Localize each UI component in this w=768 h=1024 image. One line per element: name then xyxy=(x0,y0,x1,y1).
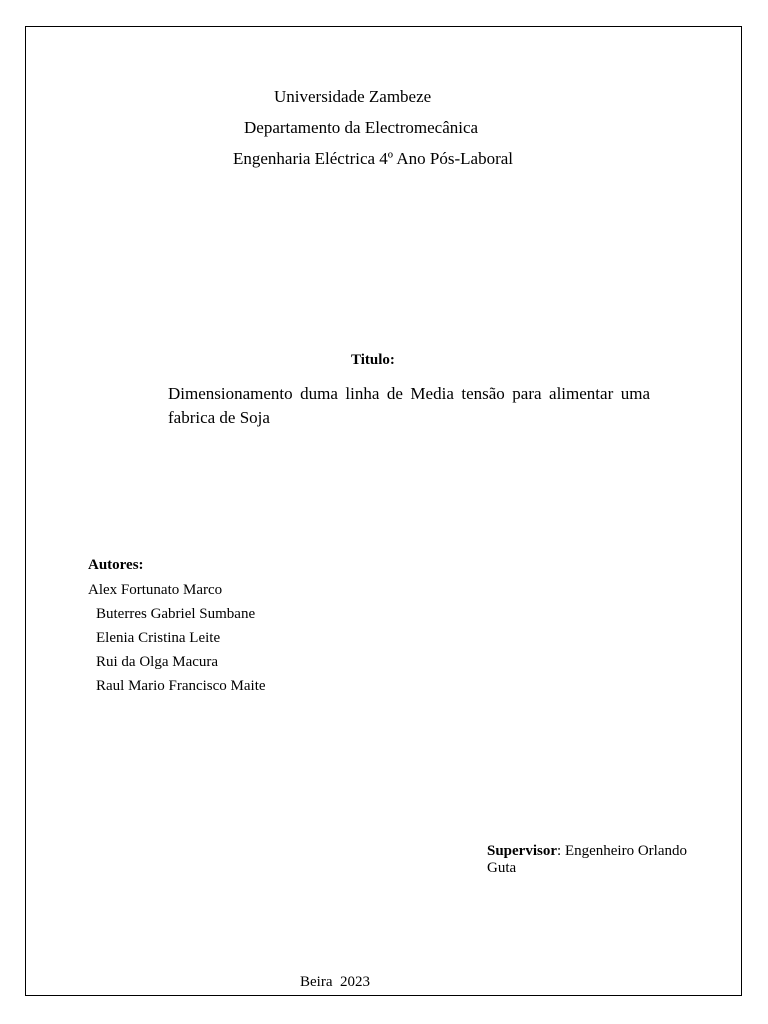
department-name: Departamento da Electromecânica xyxy=(244,118,479,137)
author-name: Raul Mario Francisco Maite xyxy=(96,678,266,694)
place-date: Beira 2023 xyxy=(300,974,370,990)
supervisor-name: Engenheiro Orlando Guta xyxy=(487,843,687,876)
author-name: Rui da Olga Macura xyxy=(96,654,219,670)
course-name: Engenharia Eléctrica 4º Ano Pós-Laboral xyxy=(233,149,514,168)
author-name: Alex Fortunato Marco xyxy=(88,582,223,598)
supervisor-label: Supervisor xyxy=(487,843,558,859)
title-label: Titulo: xyxy=(351,352,395,368)
author-name: Buterres Gabriel Sumbane xyxy=(96,606,256,622)
authors-label: Autores: xyxy=(88,557,144,573)
author-name: Elenia Cristina Leite xyxy=(96,630,221,646)
supervisor-separator: : xyxy=(557,843,565,859)
university-name: Universidade Zambeze xyxy=(274,87,432,106)
document-title: Dimensionamento duma linha de Media tensão para alimentar uma fabrica de Soja xyxy=(168,384,650,427)
supervisor-block xyxy=(487,843,702,877)
